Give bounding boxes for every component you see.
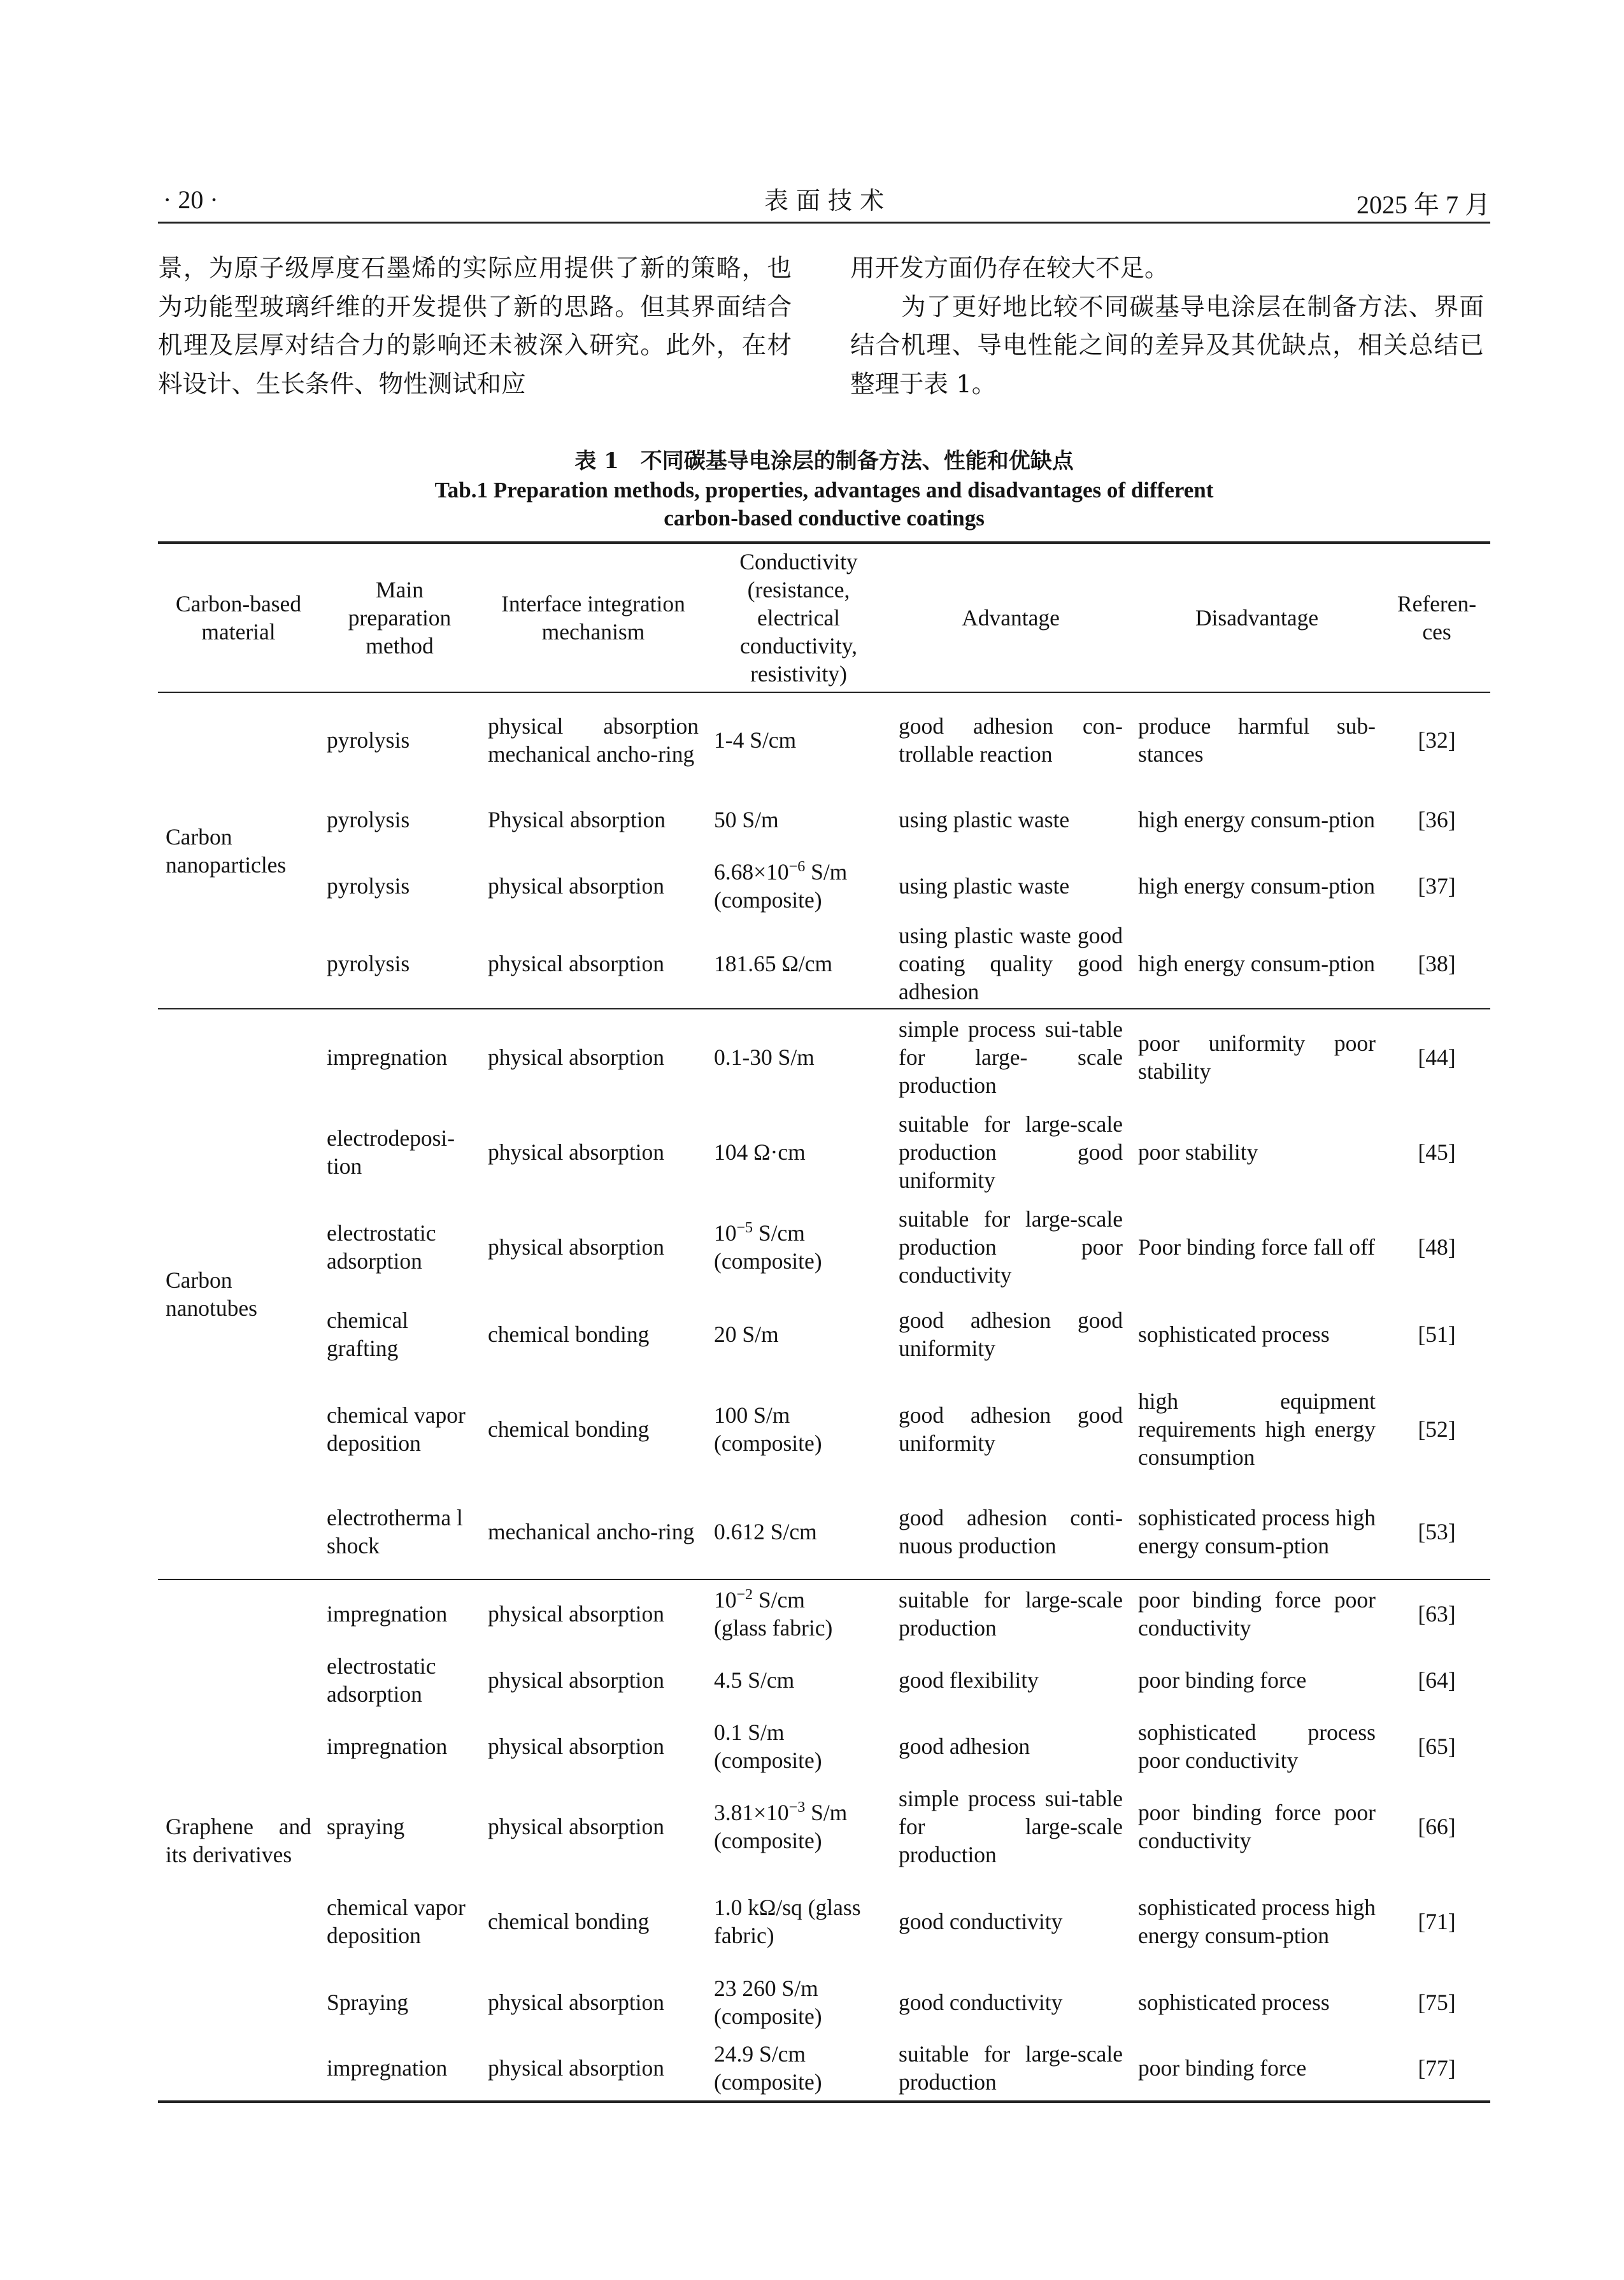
advantage-cell: using plastic waste	[899, 873, 1070, 899]
table-row	[158, 1009, 1490, 1104]
data-table	[158, 541, 1490, 2103]
interface-cell: physical absorption	[488, 1990, 665, 2015]
conductivity-note: (composite)	[714, 1248, 822, 1274]
header-conductivity: Conductivity (resistance, electrical conductivity, resistivity)	[739, 549, 858, 687]
caption-line: Tab.1 Preparation methods, properties, advantages and disadvantages of different	[434, 478, 1214, 502]
page-header	[158, 176, 1490, 224]
conductivity-exponent: −5	[736, 1220, 753, 1237]
method-cell: electrotherma l shock	[327, 1504, 463, 1558]
conductivity-base: 3.81×10	[714, 1800, 789, 1825]
method-cell: spraying	[327, 1814, 405, 1839]
method-cell: impregnation	[327, 1600, 448, 1627]
reference-cell: [52]	[1418, 1416, 1456, 1442]
conductivity-note: (composite)	[714, 887, 822, 913]
reference-cell: [65]	[1418, 1734, 1456, 1759]
table-group	[158, 1579, 1490, 2102]
disadvantage-cell: high energy consum-ption	[1138, 807, 1376, 832]
advantage-cell: using plastic waste	[899, 807, 1070, 832]
conductivity-cell: 181.65 Ω/cm	[714, 951, 833, 976]
table-row	[158, 1294, 1490, 1374]
conductivity-cell: 24.9 S/cm (composite)	[714, 2041, 822, 2095]
reference-cell: [53]	[1418, 1518, 1456, 1544]
disadvantage-cell: high equipment requirements high energy consumption	[1138, 1388, 1376, 1470]
reference-cell: [77]	[1418, 2055, 1456, 2081]
header-advantage: Advantage	[962, 605, 1060, 631]
reference-cell: [32]	[1418, 727, 1456, 753]
disadvantage-cell: produce harmful sub-stances	[1138, 713, 1376, 767]
disadvantage-cell: poor binding force poor conductivity	[1138, 1800, 1376, 1853]
advantage-cell: simple process sui-table for large-scale production	[899, 1786, 1123, 1867]
advantage-cell: good adhesion conti-nuous production	[899, 1504, 1123, 1558]
interface-cell: physical absorption	[488, 951, 665, 976]
method-cell: impregnation	[327, 2055, 448, 2081]
disadvantage-cell: high energy consum-ption	[1138, 951, 1376, 976]
table-row	[158, 1713, 1490, 1779]
conductivity-unit: S/m	[805, 1800, 848, 1825]
disadvantage-cell: sophisticated process poor conductivity	[1138, 1720, 1376, 1773]
table-group	[158, 1009, 1490, 1579]
table-caption-chinese: 表 1 不同碳基导电涂层的制备方法、性能和优缺点	[574, 448, 1074, 474]
interface-cell: physical absorption	[488, 1600, 665, 1627]
journal-title: 表 面 技 术	[764, 187, 885, 215]
table-row	[158, 1104, 1490, 1200]
conductivity-cell: 0.1 S/m (composite)	[714, 1720, 822, 1773]
table-row	[158, 1969, 1490, 2035]
interface-cell: physical absorption	[488, 2055, 665, 2081]
disadvantage-cell: sophisticated process high energy consum-ption	[1138, 1504, 1376, 1558]
conductivity-cell	[706, 1579, 891, 1647]
issue-date: 2025 年 7 月	[1357, 190, 1490, 219]
reference-cell: [37]	[1418, 873, 1456, 899]
method-cell: electrostatic adsorption	[327, 1653, 436, 1707]
comparison-table	[158, 541, 1490, 2103]
disadvantage-cell: poor stability	[1138, 1139, 1258, 1165]
advantage-cell: good adhesion good uniformity	[899, 1307, 1123, 1361]
interface-cell: chemical bonding	[488, 1909, 650, 1934]
method-cell: pyrolysis	[327, 873, 410, 899]
method-cell: pyrolysis	[327, 951, 410, 976]
advantage-cell: good flexibility	[899, 1667, 1039, 1693]
method-cell: chemical grafting	[327, 1307, 409, 1361]
body-paragraph: 景，为原子级厚度石墨烯的实际应用提供了新的策略，也为功能型玻璃纤维的开发提供了新的思路。但其界面结合机理及层厚对结合力的影响还未被深入研究。此外，在材料设计、生长条件、物性测试和应	[158, 254, 792, 399]
reference-cell: [45]	[1418, 1139, 1456, 1165]
advantage-cell: good adhesion con-trollable reaction	[899, 713, 1123, 767]
conductivity-cell: 20 S/m	[714, 1322, 779, 1347]
reference-cell: [66]	[1418, 1814, 1456, 1839]
conductivity-unit: S/cm	[753, 1586, 805, 1613]
method-cell: electrodeposi-tion	[327, 1125, 455, 1179]
interface-cell: physical absorption	[488, 1044, 665, 1070]
table-row	[158, 919, 1490, 1009]
disadvantage-cell: sophisticated process high energy consum-ption	[1138, 1895, 1376, 1948]
reference-cell: [48]	[1418, 1234, 1456, 1260]
advantage-cell: good conductivity	[899, 1990, 1063, 2015]
advantage-cell: good conductivity	[899, 1909, 1063, 1934]
conductivity-base: 10	[714, 1586, 737, 1613]
conductivity-cell: 4.5 S/cm	[714, 1667, 795, 1693]
table-row	[158, 1779, 1490, 1874]
conductivity-cell: 1-4 S/cm	[714, 727, 797, 753]
conductivity-exponent: −6	[788, 859, 806, 876]
conductivity-cell	[706, 1779, 891, 1874]
material-cell: Carbon nanotubes	[166, 1267, 257, 1321]
method-cell: impregnation	[327, 1734, 448, 1759]
material-cell: Graphene and its derivatives	[166, 1813, 311, 1867]
method-cell: electrostatic adsorption	[327, 1220, 436, 1274]
reference-cell: [75]	[1418, 1990, 1456, 2015]
method-cell: chemical vapor deposition	[327, 1402, 466, 1456]
table-row	[158, 1200, 1490, 1294]
disadvantage-cell: poor uniformity poor stability	[1138, 1030, 1376, 1084]
interface-cell: mechanical ancho-ring	[488, 1518, 695, 1544]
body-paragraph: 用开发方面仍存在较大不足。	[850, 254, 1169, 283]
table-row	[158, 853, 1490, 919]
interface-cell: chemical bonding	[488, 1322, 650, 1347]
method-cell: pyrolysis	[327, 807, 410, 832]
interface-cell: physical absorption mechanical ancho-ring	[488, 713, 699, 767]
header-interface: Interface integration mechanism	[501, 591, 685, 645]
conductivity-exponent: −3	[788, 1799, 806, 1816]
conductivity-base: 6.68×10	[714, 859, 789, 885]
table-row	[158, 1484, 1490, 1579]
reference-cell: [71]	[1418, 1909, 1456, 1934]
interface-cell: physical absorption	[488, 1734, 665, 1759]
advantage-cell: simple process sui-table for large- scale production	[899, 1016, 1123, 1098]
conductivity-cell: 100 S/m (composite)	[714, 1402, 822, 1456]
reference-cell: [36]	[1418, 807, 1456, 832]
method-cell: impregnation	[327, 1044, 448, 1070]
conductivity-cell: 50 S/m	[714, 807, 779, 832]
interface-cell: Physical absorption	[488, 807, 666, 832]
conductivity-unit: S/m	[805, 859, 848, 885]
header-references: Referen-ces	[1397, 591, 1477, 645]
conductivity-note: (composite)	[714, 1828, 822, 1853]
advantage-cell: suitable for large-scale production	[899, 2041, 1123, 2095]
reference-cell: [64]	[1418, 1667, 1456, 1693]
material-cell: Carbon nanoparticles	[166, 823, 287, 878]
disadvantage-cell: poor binding force poor conductivity	[1138, 1586, 1376, 1641]
disadvantage-cell: high energy consum-ption	[1138, 873, 1376, 899]
conductivity-base: 10	[714, 1220, 737, 1246]
disadvantage-cell: poor binding force	[1138, 2055, 1307, 2081]
method-cell: pyrolysis	[327, 727, 410, 753]
header-disadvantage: Disadvantage	[1195, 605, 1319, 631]
advantage-cell: good adhesion good uniformity	[899, 1402, 1123, 1456]
table-row	[158, 1874, 1490, 1969]
disadvantage-cell: sophisticated process	[1138, 1990, 1330, 2015]
interface-cell: physical absorption	[488, 1234, 665, 1260]
advantage-cell: good adhesion	[899, 1734, 1030, 1759]
conductivity-cell: 0.1-30 S/m	[714, 1044, 815, 1070]
table-row	[158, 1374, 1490, 1484]
table-row	[158, 1579, 1490, 1647]
disadvantage-cell: poor binding force	[1138, 1667, 1307, 1693]
interface-cell: physical absorption	[488, 1814, 665, 1839]
advantage-cell: suitable for large-scale production good uniformity	[899, 1111, 1123, 1193]
table-header-row	[158, 543, 1490, 692]
table-row	[158, 2035, 1490, 2102]
table-row	[158, 787, 1490, 853]
method-cell: chemical vapor deposition	[327, 1895, 466, 1948]
table-row	[158, 692, 1490, 787]
reference-cell: [63]	[1418, 1600, 1456, 1627]
header-method: Main preparation method	[348, 577, 452, 659]
conductivity-cell: 104 Ω·cm	[714, 1139, 806, 1165]
conductivity-exponent: −2	[736, 1586, 753, 1603]
body-text-left-column	[158, 250, 792, 404]
conductivity-cell	[706, 1200, 891, 1294]
table-row	[158, 1647, 1490, 1713]
body-text-right-column	[850, 250, 1484, 404]
header-material: Carbon-based material	[175, 591, 302, 645]
conductivity-cell: 23 260 S/m (composite)	[714, 1976, 822, 2029]
interface-cell: chemical bonding	[488, 1416, 650, 1442]
conductivity-cell: 0.612 S/cm	[714, 1518, 817, 1544]
table-caption-english	[158, 476, 1490, 532]
interface-cell: physical absorption	[488, 1667, 665, 1693]
conductivity-unit: S/cm	[753, 1220, 805, 1246]
method-cell: Spraying	[327, 1990, 409, 2015]
disadvantage-cell: sophisticated process	[1138, 1322, 1330, 1347]
disadvantage-cell: Poor binding force fall off	[1138, 1234, 1376, 1260]
advantage-cell: suitable for large-scale production	[899, 1586, 1123, 1641]
reference-cell: [51]	[1418, 1322, 1456, 1347]
reference-cell: [44]	[1418, 1044, 1456, 1070]
conductivity-cell: 1.0 kΩ/sq (glass fabric)	[714, 1895, 861, 1948]
table-group	[158, 692, 1490, 1009]
interface-cell: physical absorption	[488, 1139, 665, 1165]
page-number: · 20 ·	[163, 185, 218, 214]
conductivity-note: (glass fabric)	[714, 1614, 833, 1641]
reference-cell: [38]	[1418, 951, 1456, 976]
advantage-cell: using plastic waste good coating quality good adhesion	[899, 923, 1123, 1004]
body-paragraph: 为了更好地比较不同碳基导电涂层在制备方法、界面结合机理、导电性能之间的差异及其优缺点，相关总结已整理于表 1。	[850, 292, 1484, 399]
caption-line: carbon-based conductive coatings	[664, 506, 985, 531]
interface-cell: physical absorption	[488, 873, 665, 899]
advantage-cell: suitable for large-scale production poor conductivity	[899, 1206, 1123, 1288]
header-rule	[158, 222, 1490, 224]
conductivity-cell	[706, 853, 891, 919]
